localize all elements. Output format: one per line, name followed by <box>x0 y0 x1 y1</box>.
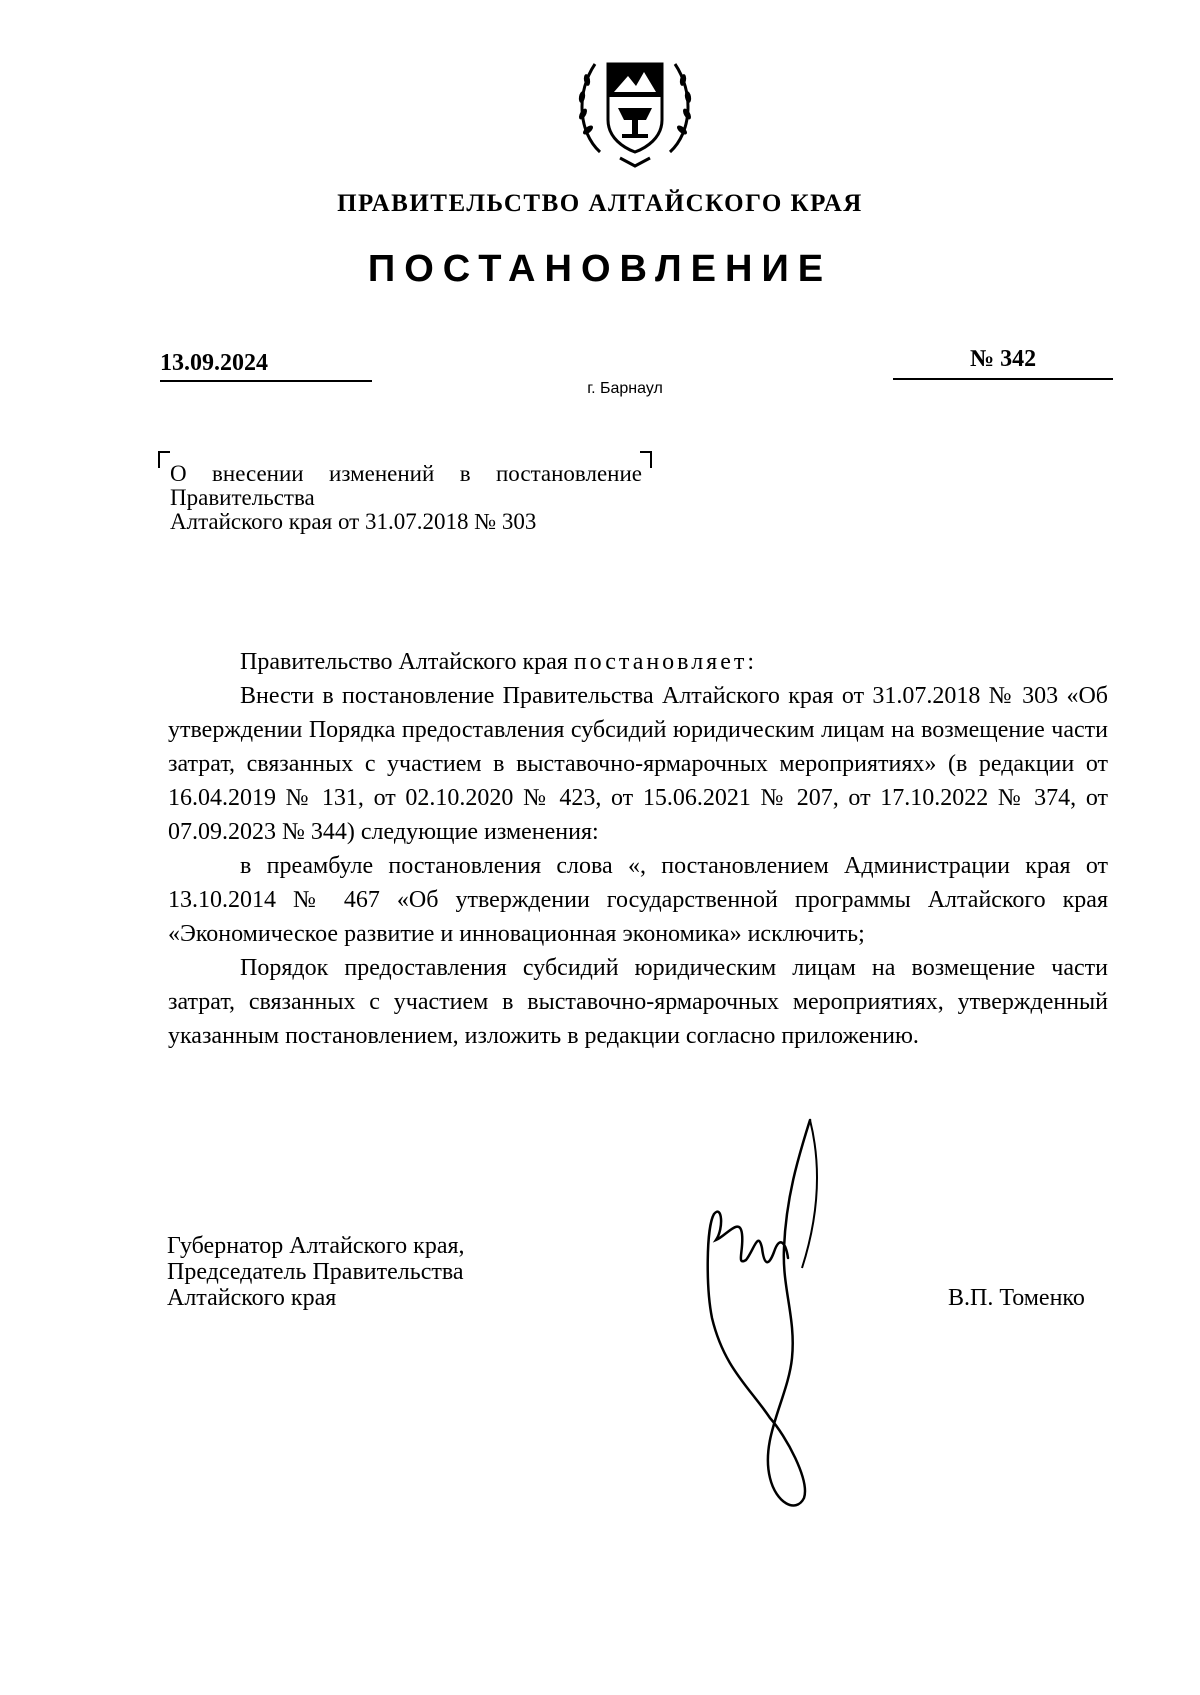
coat-of-arms-icon <box>570 42 700 172</box>
city-name: г. Барнаул <box>587 380 663 397</box>
signatory-title <box>167 1233 465 1311</box>
subject-line-1: О внесении изменений в постановление Правительства <box>170 461 642 510</box>
signatory-name: В.П. Томенко <box>948 1285 1085 1311</box>
body-paragraph-2: в преамбуле постановления слова «, постановлением Администрации края от 13.10.2014 № 467 «Об утверждении государственной программы Алтайского края «Экономическое развитие и инновационная экономика» исключить; <box>168 853 1108 947</box>
intro-decree-word: постановляет: <box>573 649 758 675</box>
signatory-title-line-1: Губернатор Алтайского края, <box>167 1233 465 1259</box>
organization-name: ПРАВИТЕЛЬСТВО АЛТАЙСКОГО КРАЯ <box>337 190 863 217</box>
document-number: № 342 <box>970 346 1037 372</box>
document-body <box>168 645 1108 1053</box>
signatory-title-line-2: Председатель Правительства <box>167 1259 464 1285</box>
body-paragraph-3: Порядок предоставления субсидий юридическим лицам на возмещение части затрат, связанных с участием в выставочно-ярмарочных мероприятиях, утвержденный указанным постановлением, изложить в редакции согласно приложению. <box>168 955 1108 1049</box>
document-subject <box>170 462 642 534</box>
subject-bracket-left <box>158 451 170 468</box>
intro-text: Правительство Алтайского края <box>240 649 574 675</box>
body-paragraph-1: Внести в постановление Правительства Алтайского края от 31.07.2018 № 303 «Об утверждении Порядка предоставления субсидий юридическим лицам на возмещение части затрат, связанных с участием в выставочно-ярмарочных мероприятиях» (в редакции от 16.04.2019 № 131, от 02.10.2020 № 423, от 15.06.2021 № 207, от 17.10.2022 № 374, от 07.09.2023 № 344) следующие изменения: <box>168 683 1108 845</box>
signatory-title-line-3: Алтайского края <box>167 1285 337 1311</box>
document-date: 13.09.2024 <box>160 350 268 376</box>
body-intro <box>168 645 1108 679</box>
handwritten-signature-icon <box>700 1118 850 1518</box>
document-type: ПОСТАНОВЛЕНИЕ <box>367 248 833 290</box>
subject-line-2: Алтайского края от 31.07.2018 № 303 <box>170 509 537 534</box>
